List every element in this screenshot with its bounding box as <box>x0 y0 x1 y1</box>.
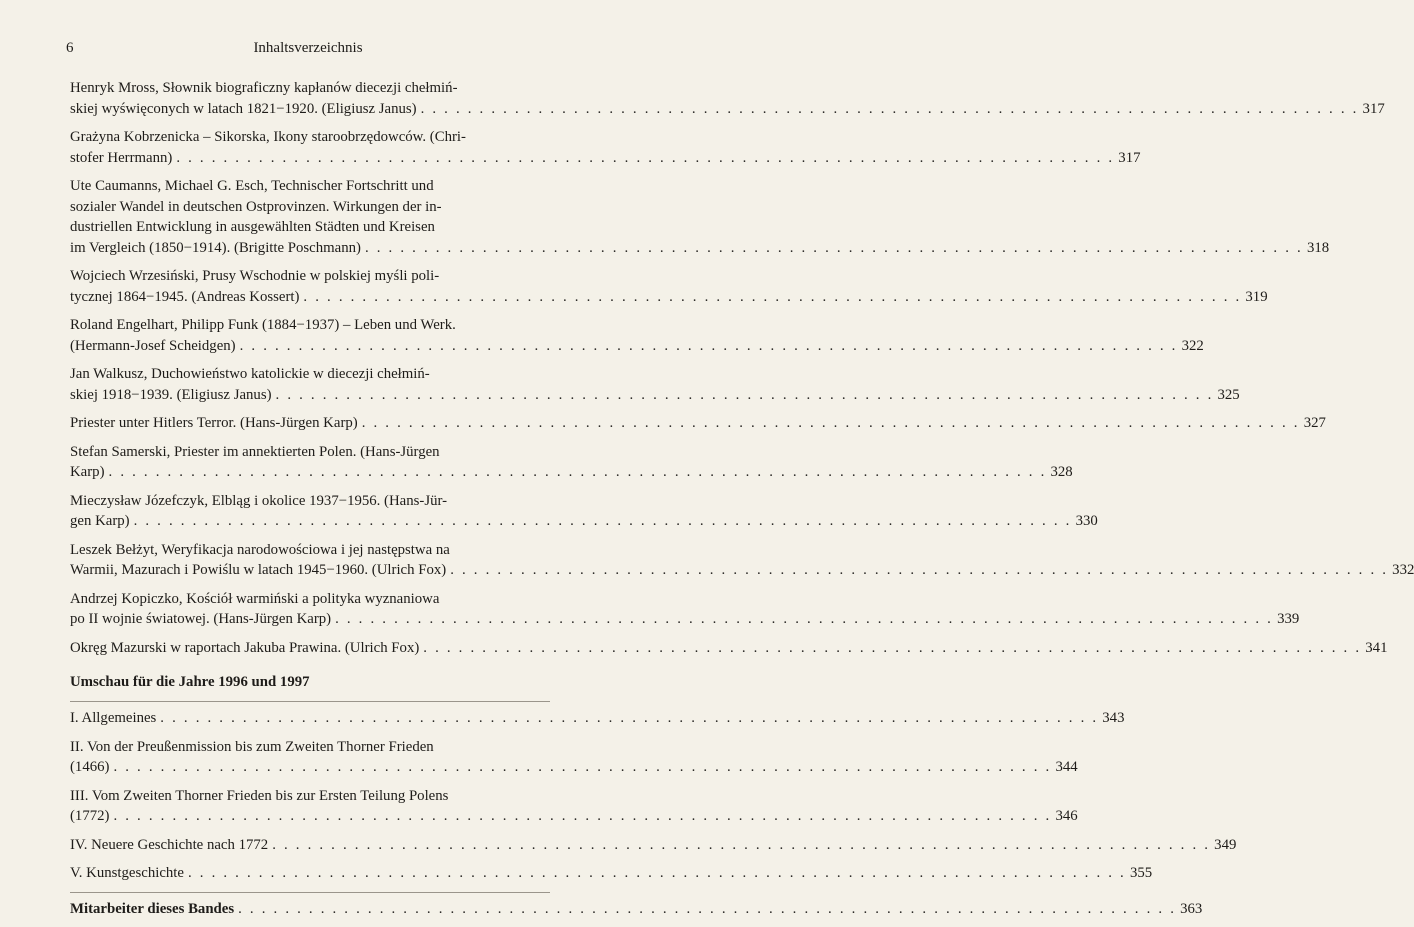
leader-dots: . . . . . . . . . . . . . . . . . . . . . . . . . . . . . . . . . . . . . . . . . . . . . . . . . . . . . . . . . . . . . . . . . . . . . . . . . . . . . . . . <box>176 149 1115 166</box>
toc-entry-last-line <box>70 899 1203 920</box>
toc-page-number: 328 <box>1050 464 1073 480</box>
toc-page-number: 317 <box>1362 100 1385 117</box>
toc-entry <box>70 78 1385 119</box>
toc-entry-text: tycznej 1864−1945. (Andreas Kossert) <box>70 288 300 305</box>
toc-entry-line: Stefan Samerski, Priester im annektierten Polen. (Hans-Jürgen <box>70 443 440 460</box>
toc-page-number: 318 <box>1306 239 1330 256</box>
toc-entry-text: skiej wyświęconych w latach 1821−1920. (Eligiusz Janus) <box>70 100 417 117</box>
toc-entries <box>70 78 1414 658</box>
running-title: Inhaltsverzeichnis <box>253 40 363 56</box>
leader-dots: . . . . . . . . . . . . . . . . . . . . . . . . . . . . . . . . . . . . . . . . . . . . . . . . . . . . . . . . . . . . . . . . . . . . . . . . . . . . . . . . <box>187 865 1126 881</box>
leader-dots: . . . . . . . . . . . . . . . . . . . . . . . . . . . . . . . . . . . . . . . . . . . . . . . . . . . . . . . . . . . . . . . . . . . . . . . . . . . . . . . . <box>275 386 1214 403</box>
toc-entry <box>70 638 1388 659</box>
toc-entry-text: skiej 1918−1939. (Eligiusz Janus) <box>70 386 272 403</box>
toc-entry-text: IV. Neuere Geschichte nach 1772 <box>70 836 269 853</box>
toc-entry-last-line <box>70 336 1204 357</box>
table-of-contents <box>70 78 1414 927</box>
toc-entry-text: I. Allgemeines <box>70 710 157 726</box>
toc-entry <box>70 127 1141 168</box>
toc-entry-last-line <box>70 99 1385 120</box>
leader-dots: . . . . . . . . . . . . . . . . . . . . . . . . . . . . . . . . . . . . . . . . . . . . . . . . . . . . . . . . . . . . . . . . . . . . . . . . . . . . . . . . <box>303 288 1242 305</box>
toc-entry-text: Mitarbeiter dieses Bandes <box>70 900 235 917</box>
toc-entry-last-line <box>70 560 1414 581</box>
toc-page-number: 343 <box>1102 710 1125 726</box>
toc-entry-line: Leszek Bełżyt, Weryfikacja narodowościowa i jej następstwa na <box>70 541 450 558</box>
toc-page-number: 339 <box>1277 611 1300 627</box>
toc-page-number: 317 <box>1118 149 1141 166</box>
toc-entry <box>70 491 1098 532</box>
toc-entry-line: sozialer Wandel in deutschen Ostprovinzen. Wirkungen der in- <box>70 198 442 215</box>
leader-dots: . . . . . . . . . . . . . . . . . . . . . . . . . . . . . . . . . . . . . . . . . . . . . . . . . . . . . . . . . . . . . . . . . . . . . . . . . . . . . . . . <box>450 562 1389 578</box>
toc-entry-text: Karp) <box>70 464 105 480</box>
toc-entry-text: gen Karp) <box>70 513 130 529</box>
toc-page-number: 325 <box>1217 386 1240 403</box>
toc-entry-line: Henryk Mross, Słownik biograficzny kapłanów diecezji chełmiń- <box>70 80 458 96</box>
toc-entry-last-line <box>70 287 1268 308</box>
toc-entry-text: V. Kunstgeschichte <box>70 865 184 881</box>
toc-entry-last-line <box>70 757 1078 778</box>
leader-dots: . . . . . . . . . . . . . . . . . . . . . . . . . . . . . . . . . . . . . . . . . . . . . . . . . . . . . . . . . . . . . . . . . . . . . . . . . . . . . . . . <box>108 464 1047 480</box>
toc-entry-line: Andrzej Kopiczko, Kościół warmiński a polityka wyznaniowa <box>70 590 440 607</box>
leader-dots: . . . . . . . . . . . . . . . . . . . . . . . . . . . . . . . . . . . . . . . . . . . . . . . . . . . . . . . . . . . . . . . . . . . . . . . . . . . . . . . . <box>160 710 1099 726</box>
toc-entry <box>70 364 1240 405</box>
toc-entry-text: Okręg Mazurski w raportach Jakuba Prawina. (Ulrich Fox) <box>70 639 420 656</box>
leader-dots: . . . . . . . . . . . . . . . . . . . . . . . . . . . . . . . . . . . . . . . . . . . . . . . . . . . . . . . . . . . . . . . . . . . . . . . . . . . . . . . . <box>113 808 1052 824</box>
leader-dots: . . . . . . . . . . . . . . . . . . . . . . . . . . . . . . . . . . . . . . . . . . . . . . . . . . . . . . . . . . . . . . . . . . . . . . . . . . . . . . . . <box>113 759 1052 775</box>
toc-page-number: 355 <box>1129 865 1153 881</box>
toc-entry-line: Wojciech Wrzesiński, Prusy Wschodnie w polskiej myśli poli- <box>70 268 440 284</box>
toc-entry <box>70 266 1268 307</box>
section-rule-end <box>70 892 550 893</box>
toc-entry <box>70 863 1153 884</box>
toc-entry-last-line <box>70 462 1073 483</box>
leader-dots: . . . . . . . . . . . . . . . . . . . . . . . . . . . . . . . . . . . . . . . . . . . . . . . . . . . . . . . . . . . . . . . . . . . . . . . . . . . . . . . . <box>238 900 1177 917</box>
leader-dots: . . . . . . . . . . . . . . . . . . . . . . . . . . . . . . . . . . . . . . . . . . . . . . . . . . . . . . . . . . . . . . . . . . . . . . . . . . . . . . . . <box>272 836 1211 853</box>
toc-page-number: 363 <box>1180 900 1203 917</box>
toc-page-number: 322 <box>1181 337 1204 354</box>
toc-page-number: 319 <box>1245 288 1268 305</box>
toc-entry-last-line <box>70 385 1240 406</box>
toc-entry <box>70 540 1414 581</box>
toc-entry-last-line <box>70 638 1388 659</box>
toc-page-number: 346 <box>1055 808 1078 824</box>
toc-page-number: 344 <box>1055 759 1078 775</box>
toc-page-number: 330 <box>1075 513 1098 529</box>
toc-entry-text: (1466) <box>70 759 110 775</box>
toc-entry-line: Mieczysław Józefczyk, Elbląg i okolice 1937−1956. (Hans-Jür- <box>70 492 448 509</box>
leader-dots: . . . . . . . . . . . . . . . . . . . . . . . . . . . . . . . . . . . . . . . . . . . . . . . . . . . . . . . . . . . . . . . . . . . . . . . . . . . . . . . . <box>361 415 1300 431</box>
toc-entry <box>70 737 1078 778</box>
toc-page-number: 341 <box>1365 639 1388 656</box>
toc-entry-line: dustriellen Entwicklung in ausgewählten Städten und Kreisen <box>70 219 435 235</box>
toc-entry-contributors <box>70 899 1203 920</box>
section-entries <box>70 708 1237 884</box>
section-rule <box>70 701 550 702</box>
toc-entry-text: Priester unter Hitlers Terror. (Hans-Jürgen Karp) <box>70 415 358 431</box>
toc-entry-last-line <box>70 708 1125 729</box>
leader-dots: . . . . . . . . . . . . . . . . . . . . . . . . . . . . . . . . . . . . . . . . . . . . . . . . . . . . . . . . . . . . . . . . . . . . . . . . . . . . . . . . <box>335 611 1274 627</box>
toc-entry-last-line <box>70 413 1326 434</box>
toc-entry-last-line <box>70 609 1300 630</box>
toc-entry-last-line <box>70 806 1078 827</box>
toc-entry-last-line <box>70 863 1153 884</box>
page-number: 6 <box>66 40 74 56</box>
toc-entry-last-line <box>70 238 1330 259</box>
toc-entry-text: im Vergleich (1850−1914). (Brigitte Poschmann) <box>70 239 361 256</box>
toc-entry <box>70 442 1073 483</box>
toc-page-number: 349 <box>1214 836 1237 853</box>
toc-entry-text: po II wojnie światowej. (Hans-Jürgen Karp) <box>70 611 332 627</box>
toc-entry-last-line <box>70 148 1141 169</box>
leader-dots: . . . . . . . . . . . . . . . . . . . . . . . . . . . . . . . . . . . . . . . . . . . . . . . . . . . . . . . . . . . . . . . . . . . . . . . . . . . . . . . . <box>423 639 1362 656</box>
toc-entry <box>70 315 1204 356</box>
toc-entry-text: Warmii, Mazurach i Powiślu w latach 1945−1960. (Ulrich Fox) <box>70 562 447 578</box>
toc-entry-text: (1772) <box>70 808 110 824</box>
running-header <box>66 40 550 64</box>
leader-dots: . . . . . . . . . . . . . . . . . . . . . . . . . . . . . . . . . . . . . . . . . . . . . . . . . . . . . . . . . . . . . . . . . . . . . . . . . . . . . . . . <box>133 513 1072 529</box>
leader-dots: . . . . . . . . . . . . . . . . . . . . . . . . . . . . . . . . . . . . . . . . . . . . . . . . . . . . . . . . . . . . . . . . . . . . . . . . . . . . . . . . <box>239 337 1178 354</box>
toc-entry-line: III. Vom Zweiten Thorner Frieden bis zur Ersten Teilung Polens <box>70 787 449 804</box>
toc-entry <box>70 835 1237 856</box>
toc-entry <box>70 176 1330 258</box>
section-title: Umschau für die Jahre 1996 und 1997 <box>70 674 310 690</box>
toc-entry-line: Ute Caumanns, Michael G. Esch, Technischer Fortschritt und <box>70 178 434 194</box>
toc-entry-line: II. Von der Preußenmission bis zum Zweiten Thorner Frieden <box>70 738 434 755</box>
toc-entry <box>70 589 1300 630</box>
toc-entry-text: (Hermann-Josef Scheidgen) <box>70 337 236 354</box>
toc-entry-line: Grażyna Kobrzenicka – Sikorska, Ikony staroobrzędowców. (Chri- <box>70 129 466 145</box>
toc-entry <box>70 786 1078 827</box>
toc-entry <box>70 708 1125 729</box>
leader-dots: . . . . . . . . . . . . . . . . . . . . . . . . . . . . . . . . . . . . . . . . . . . . . . . . . . . . . . . . . . . . . . . . . . . . . . . . . . . . . . . . <box>364 239 1303 256</box>
leader-dots: . . . . . . . . . . . . . . . . . . . . . . . . . . . . . . . . . . . . . . . . . . . . . . . . . . . . . . . . . . . . . . . . . . . . . . . . . . . . . . . . <box>420 100 1359 117</box>
toc-entry-line: Roland Engelhart, Philipp Funk (1884−1937) – Leben und Werk. <box>70 317 456 333</box>
toc-page-number: 327 <box>1303 415 1326 431</box>
toc-entry-last-line <box>70 511 1098 532</box>
toc-entry-text: stofer Herrmann) <box>70 149 173 166</box>
toc-entry-line: Jan Walkusz, Duchowieństwo katolickie w diecezji chełmiń- <box>70 366 430 382</box>
toc-entry-last-line <box>70 835 1237 856</box>
toc-entry <box>70 413 1326 434</box>
toc-page-number: 332 <box>1392 562 1414 578</box>
